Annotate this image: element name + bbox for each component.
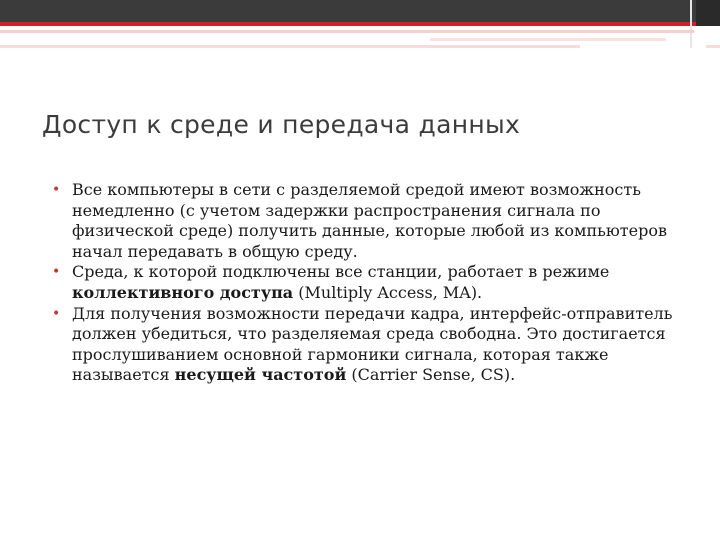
bullet-bold-term: коллективного доступа: [72, 282, 294, 302]
bullet-text: (Carrier Sense, CS).: [346, 365, 516, 385]
slide-title: Доступ к среде и передача данных: [42, 110, 521, 139]
top-band-divider: [690, 0, 692, 48]
bullet-marker: •: [52, 264, 61, 281]
bullet-item: [52, 304, 692, 386]
bullet-item: [52, 180, 692, 262]
top-red-accent-bar: [0, 22, 696, 26]
bullet-list: [52, 180, 692, 386]
bullet-marker: •: [52, 305, 61, 322]
bullet-text: (Multiply Access, MA).: [293, 282, 483, 302]
bullet-text: Для получения возможности передачи кадра, интерфейс-отправитель должен убедиться, что разделяемая среда свободна. Это достигается прослушиванием основной гармоники сигнала, которая также называется: [72, 303, 673, 385]
decorative-line: [0, 45, 580, 48]
decorative-line: [0, 30, 694, 33]
decorative-line: [706, 45, 720, 48]
bullet-text: Все компьютеры в сети с разделяемой средой имеют возможность немедленно (с учетом задержки распространения сигнала по физической среде) получить данные, которые любой из компьютеров начал передавать в общую среду.: [72, 180, 667, 261]
top-decorative-band: [0, 0, 720, 26]
top-dark-bar: [0, 0, 720, 22]
decorative-line: [430, 38, 666, 41]
bullet-item: [52, 262, 692, 303]
bullet-bold-term: несущей частотой: [174, 365, 347, 385]
bullet-text: Среда, к которой подключены все станции, работает в режиме: [72, 262, 610, 282]
top-right-dark-block: [696, 0, 720, 26]
bullet-marker: •: [52, 182, 61, 198]
